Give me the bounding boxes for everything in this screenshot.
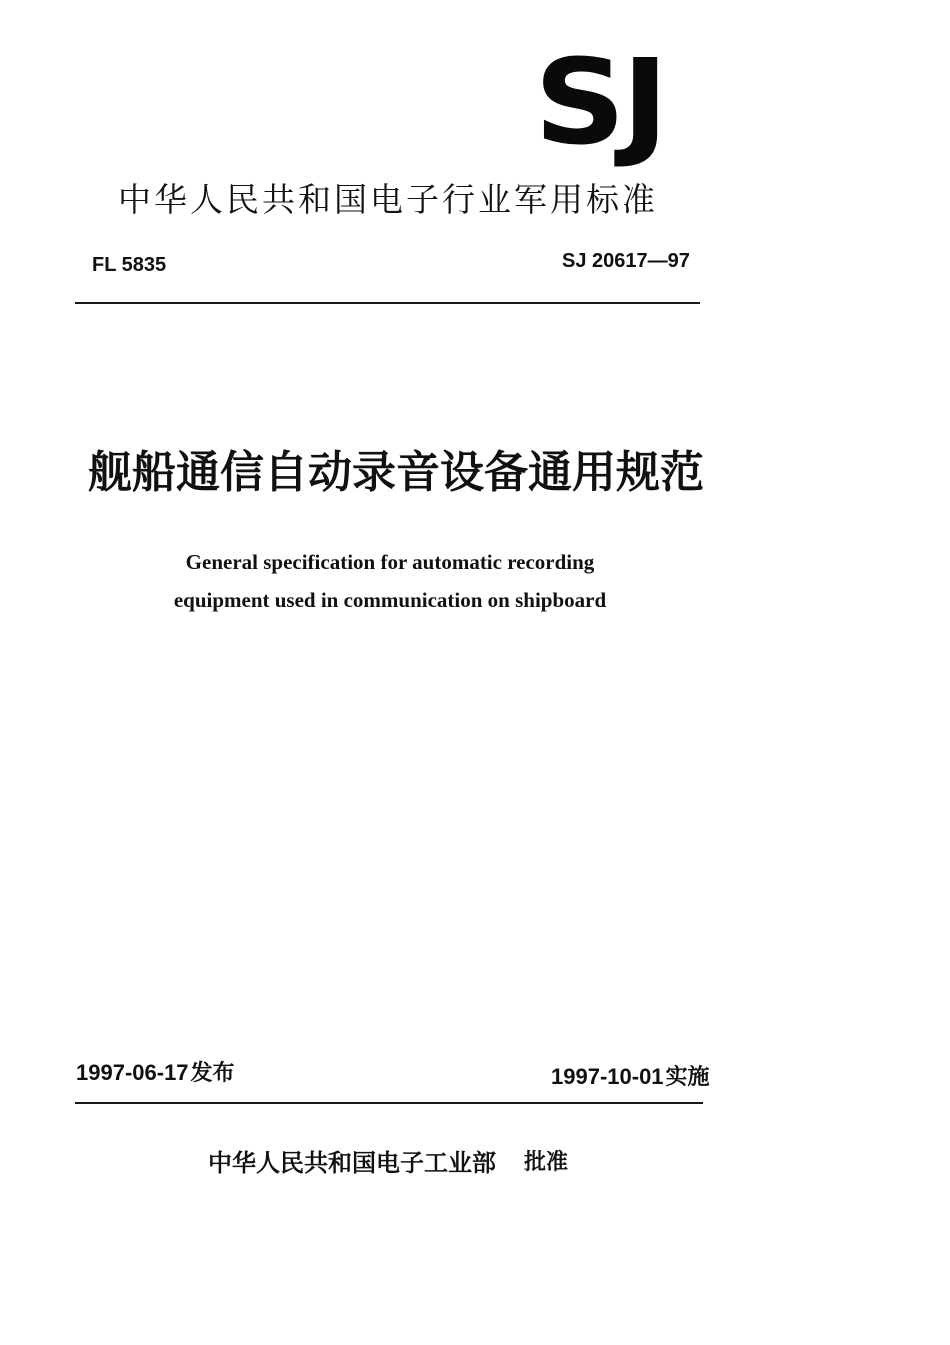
- classification-code: FL 5835: [92, 254, 167, 276]
- effective-date: 1997-10-01: [551, 1064, 664, 1089]
- effective-label: 实施: [665, 1065, 710, 1090]
- issue-date: 1997-06-17: [76, 1060, 189, 1085]
- document-title-english: [130, 543, 650, 619]
- footer-divider: [75, 1102, 703, 1104]
- document-title-chinese: 舰船通信自动录音设备通用规范: [88, 447, 704, 498]
- sj-logo: SJ: [534, 33, 665, 171]
- standard-category: 中华人民共和国电子行业军用标准: [118, 180, 658, 219]
- issue-label: 发布: [190, 1061, 235, 1086]
- english-title-line-1: General specification for automatic recording: [185, 550, 595, 574]
- issuing-body: 中华人民共和国电子工业部: [208, 1149, 496, 1177]
- effective-date-block: [551, 1062, 710, 1093]
- standard-number: SJ 20617—97: [562, 250, 690, 272]
- header-divider: [75, 302, 700, 304]
- issue-date-block: [76, 1058, 235, 1089]
- english-title-line-2: equipment used in communication on shipboard: [173, 588, 607, 612]
- approval-label: 批准: [524, 1150, 569, 1175]
